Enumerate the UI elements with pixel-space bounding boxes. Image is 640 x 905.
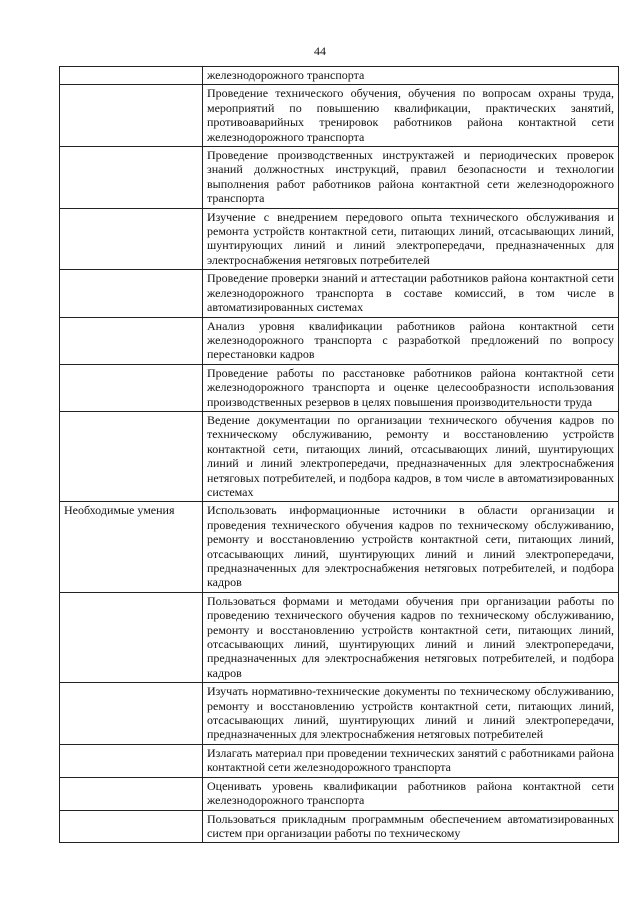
row-label [60,411,203,501]
row-label [60,364,203,411]
table-row [60,810,619,843]
table-row [60,364,619,411]
table-row [60,208,619,270]
row-label [60,147,203,209]
table-row [60,85,619,147]
row-content: Изучать нормативно-технические документы по техническому обслуживанию, ремонту и восстановлению устройств контактной сети, питающих линий, отсасывающих линий, шунтирующих линий и линий электропередачи, предназначенных для электроснабжения нетяговых потребителей [203,683,619,745]
row-content: Изучение с внедрением передового опыта технического обслуживания и ремонта устройств контактной сети, питающих линий, отсасывающих линий, шунтирующих линий и линий электропередачи, предназначенных для электроснабжения нетяговых потребителей [203,208,619,270]
table-row [60,411,619,501]
row-label [60,208,203,270]
row-content: Проведение технического обучения, обучения по вопросам охраны труда, мероприятий по повышению квалификации, практических занятий, противоаварийных тренировок работников района контактной сети железнодорожного транспорта [203,85,619,147]
row-content: железнодорожного транспорта [203,67,619,85]
row-content: Использовать информационные источники в области организации и проведения технического обучения кадров по техническому обслуживанию, ремонту и восстановлению устройств контактной сети, питающих линий, отсасывающих линий, шунтирующих линий и линий электропередачи, предназначенных для электроснабжения нетяговых потребителей, и подбора кадров [203,502,619,592]
row-label [60,67,203,85]
table-row [60,502,619,592]
row-label [60,592,203,682]
row-content: Излагать материал при проведении технических занятий с работниками района контактной сети железнодорожного транспорта [203,744,619,777]
table-row [60,683,619,745]
table-row [60,147,619,209]
row-content: Анализ уровня квалификации работников района контактной сети железнодорожного транспорта с разработкой предложений по вопросу перестановки кадров [203,317,619,364]
row-content: Проведение работы по расстановке работников района контактной сети железнодорожного транспорта и оценке целесообразности использования производственных резервов в целях повышения производительности труда [203,364,619,411]
row-label [60,744,203,777]
section-label-skills: Необходимые умения [60,502,203,592]
row-content: Проведение проверки знаний и аттестации работников района контактной сети железнодорожного транспорта в составе комиссий, в том числе в автоматизированных системах [203,270,619,317]
table-row [60,744,619,777]
requirements-table [59,66,619,843]
row-content: Проведение производственных инструктажей и периодических проверок знаний должностных инструкций, правил безопасности и технологии выполнения работ работников района контактной сети железнодорожного транспорта [203,147,619,209]
page-number: 44 [314,44,326,58]
row-label [60,777,203,810]
row-content: Ведение документации по организации технического обучения кадров по техническому обслуживанию, ремонту и восстановлению устройств контактной сети, питающих линий, отсасывающих линий, шунтирующих линий и линий электропередачи, предназначенных для электроснабжения нетяговых потребителей, и подбора кадров, в том числе в автоматизированных системах [203,411,619,501]
table-row [60,270,619,317]
row-label [60,683,203,745]
table-row [60,777,619,810]
row-label [60,270,203,317]
table-row [60,67,619,85]
row-content: Пользоваться прикладным программным обеспечением автоматизированных систем при организации работы по техническому [203,810,619,843]
row-label [60,85,203,147]
row-content: Пользоваться формами и методами обучения при организации работы по проведению технического обучения кадров по техническому обслуживанию, ремонту и восстановлению устройств контактной сети, питающих линий, отсасывающих линий, шунтирующих линий и линий электропередачи, предназначенных для электроснабжения нетяговых потребителей, и подбора кадров [203,592,619,682]
row-label [60,317,203,364]
table-row [60,592,619,682]
table-row [60,317,619,364]
row-label [60,810,203,843]
row-content: Оценивать уровень квалификации работников района контактной сети железнодорожного транспорта [203,777,619,810]
